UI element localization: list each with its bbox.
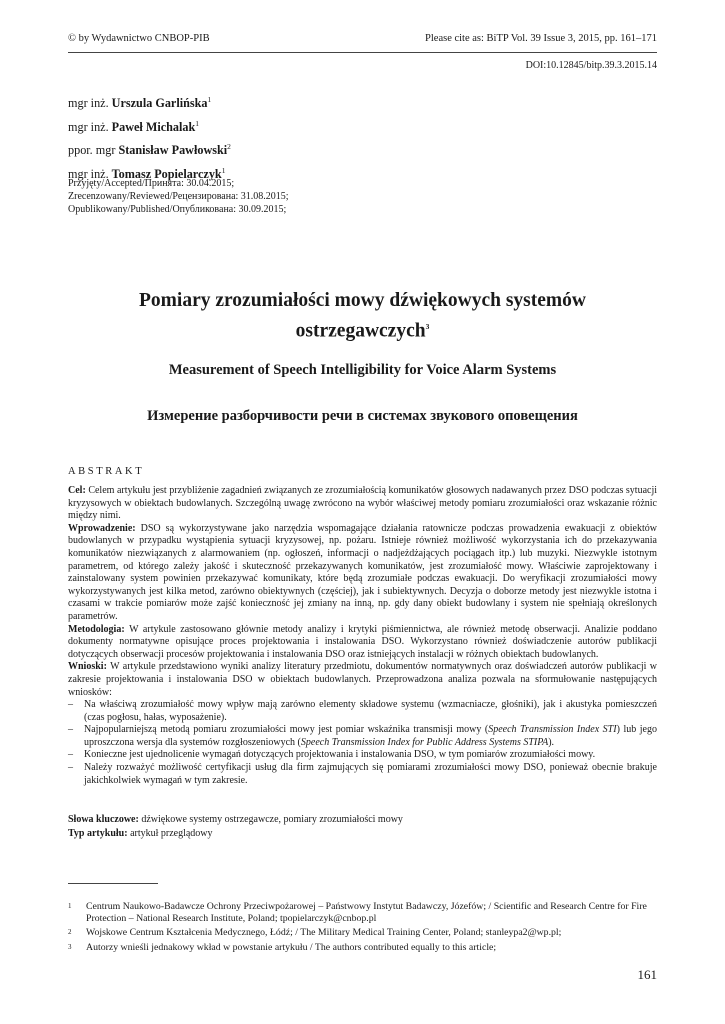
list-item: – Najpopularniejszą metodą pomiaru zrozumiałości mowy jest pomiar wskaźnika transmisji mowy (Speech Transmission Index STI) lub jego uproszczona wersja dla systemów rozgłoszeniowych (Speech Transmission Index for Public Address Systems STIPA).	[68, 724, 657, 748]
keywords-section	[68, 813, 657, 840]
author: mgr inż. Tomasz Popielarczyk$^1$	[68, 165, 226, 181]
article-title-pl: Pomiary zrozumiałości mowy dźwiękowych systemów ostrzegawczych$^3$	[139, 290, 586, 342]
doi[interactable]: DOI:10.12845/bitp.39.3.2015.14	[525, 60, 657, 71]
list-item: – Należy rozważyć możliwość certyfikacji usług dla firm zajmujących się pomiarami zrozumiałości mowy DSO, ponieważ obecnie brakuje jakichkolwiek wymagań w tym zakresie.	[68, 762, 657, 786]
article-type: Typ artykułu: artykuł przeglądowy	[68, 827, 213, 839]
list-item: – Konieczne jest ujednolicenie wymagań dotyczących projektowania i instalowania DSO, w tym pomiarów zrozumiałości mowy.	[68, 749, 596, 761]
author-name: Urszula Garlińska	[111, 96, 208, 111]
citation-info: Please cite as: BiTP Vol. 39 Issue 3, 2015, pp. 161–171	[425, 33, 657, 44]
author: ppor. mgr Stanisław Pawłowski$^2$	[68, 142, 231, 158]
author: mgr inż. Paweł Michalak$^1$	[68, 118, 200, 134]
footnote: 3 Autorzy wnieśli jednakowy wkład w powstanie artykułu / The authors contributed equally to this article;	[68, 941, 497, 953]
page-number: 161	[637, 967, 657, 982]
running-header	[68, 33, 657, 44]
footnote: 1 Centrum Naukowo-Badawcze Ochrony Przeciwpożarowej – Państwowy Instytut Badawczy, Józefów; / Scientific and Research Centre for Fire Protection – National Research Institute, Poland; tpopielarczyk@cnbop.pl	[68, 901, 647, 925]
author-name: Stanisław Pawłowski	[118, 143, 228, 158]
publisher-copyright: © by Wydawnictwo CNBOP-PIB	[68, 33, 210, 44]
footnote: 2 Wojskowe Centrum Kształcenia Medycznego, Łódź; / The Military Medical Training Center, Poland; stanleypa2@wp.pl;	[68, 927, 562, 939]
article-title-ru: Измерение разборчивости речи в системах звукового оповещения	[147, 408, 578, 424]
conclusion-list	[68, 699, 657, 787]
keywords: Słowa kluczowe: dźwiękowe systemy ostrzegawcze, pomiary zrozumiałości mowy	[68, 814, 403, 825]
abstract-heading: ABSTRAKT	[68, 466, 145, 477]
article-title-en: Measurement of Speech Intelligibility for Voice Alarm Systems	[168, 362, 557, 378]
abstract-methodology: Metodologia: W artykule zastosowano głównie metody analizy i krytyki piśmiennictwa, ale również metodę obserwacji. Analizie poddano dokumenty normatywne opisujące proces projektowania i instalowania DSO. Wykorzystano również doświadczenie autorów publikacji dotyczących obserwacji procesów projektowania i instalowania DSO oraz istniejących instalacji w różnych obiektach budowlanych.	[68, 623, 657, 660]
author: mgr inż. Urszula Garlińska$^1$	[68, 95, 212, 111]
abstract-introduction: Wprowadzenie: DSO są wykorzystywane jako narzędzia wspomagające działania ratownicze podczas prowadzenia ewakuacji z obiektów budowlanych w przypadku wystąpienia sytuacji kryzysowej, np. pożaru. Istnieje również możliwość wykorzystania ich do przekazywania komunikatów niezwiązanych z alarmowaniem (np. ogłoszeń, informacji o nadjeżdżających pociągach itp.) lub muzyki. Niezwykle istotnym parametrem, od którego zależy jakość i skuteczność przekazywanych komunikatów, jest zrozumiałość mowy. Właściwie zaprojektowany i zainstalowany system powinien przekazywać komunikaty, które będą zrozumiałe podczas ewakuacji. Do weryfikacji zrozumiałości mowy wykorzystywanych jest kilka metod, zarówno obiektywnych (częściej), jak i subiektywnych. Decyzja o doborze metody jest niezwykle istotna i czasami w trakcie pomiarów może zajść konieczność jej zmiany na inną, np. gdy dany obiekt budowlany i system nie spełniają określonych parametrów.	[68, 522, 657, 622]
author-list	[68, 90, 231, 184]
accepted-date: Przyjęty/Accepted/Принята: 30.04.2015;	[68, 178, 235, 189]
abstract-body	[68, 485, 657, 787]
footnote-rule	[68, 883, 158, 884]
reviewed-date: Zrecenzowany/Reviewed/Рецензирована: 31.08.2015;	[68, 190, 289, 202]
footnotes	[68, 901, 657, 956]
published-date: Opublikowany/Published/Опубликована: 30.09.2015;	[68, 203, 287, 215]
header-rule	[68, 52, 657, 53]
author-name: Paweł Michalak	[111, 119, 196, 134]
publication-dates	[68, 178, 289, 216]
author-name: Tomasz Popielarczyk	[111, 166, 222, 181]
list-item: – Na właściwą zrozumiałość mowy wpływ mają zarówno elementy składowe systemu (wzmacniacze, głośniki), jak i akustyka pomieszczeń (czas pogłosu, hałas, wyposażenie).	[68, 699, 657, 723]
abstract-aim: Cel: Celem artykułu jest przybliżenie zagadnień związanych ze zrozumiałością komunikatów głosowych nadawanych przez DSO podczas sytuacji kryzysowych w obiektach budowlanych. Szczególną uwagę zwrócono na wybór właściwej metody pomiaru zrozumiałości oraz wskazanie różnic między nimi.	[68, 485, 657, 522]
abstract-conclusions: Wnioski: W artykule przedstawiono wyniki analizy literatury przedmiotu, dokumentów normatywnych oraz doświadczeń autorów publikacji w zakresie projektowania i instalowania DSO w obiektach budowlanych. Przeprowadzona analiza pozwala na sformułowanie następujących wniosków:	[68, 661, 657, 698]
